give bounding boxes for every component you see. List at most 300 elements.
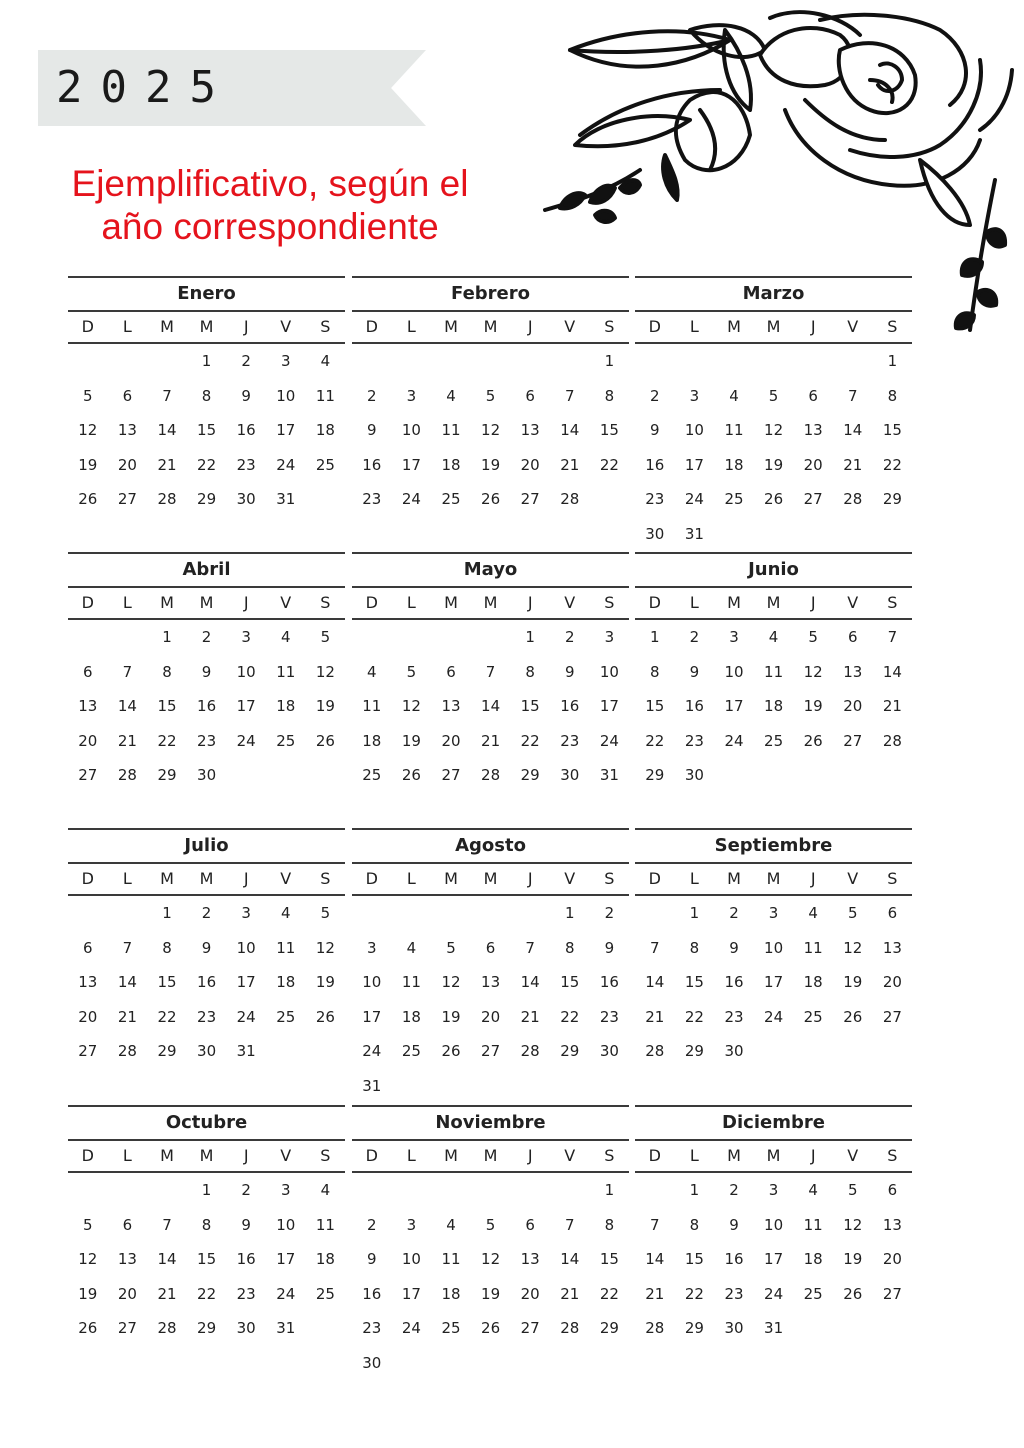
day-cell: 18 (362, 731, 382, 750)
day-cell: 4 (808, 1181, 818, 1199)
day-cell: 9 (201, 938, 212, 957)
day-cell: 26 (803, 731, 823, 750)
day-grid (352, 344, 629, 517)
empty-day-cell (431, 620, 471, 655)
empty-day-cell (793, 344, 833, 379)
day-cell: 1 (604, 1181, 615, 1199)
day-cell: 14 (520, 973, 540, 992)
day-cell: 26 (843, 1284, 863, 1303)
day-grid (68, 344, 345, 517)
day-cell: 11 (764, 662, 784, 681)
day-cell: 10 (684, 421, 704, 440)
day-cell: 9 (564, 662, 575, 681)
day-cell: 14 (157, 1250, 177, 1269)
day-cell: 12 (401, 697, 421, 716)
day-cell: 10 (401, 421, 421, 440)
day-grid (68, 620, 345, 793)
day-cell: 30 (724, 1042, 744, 1061)
day-cell: 15 (157, 697, 177, 716)
year-title: 2025 (56, 62, 234, 113)
weekday-label: M (160, 317, 174, 336)
day-cell: 17 (401, 1284, 421, 1303)
day-cell: 7 (162, 1215, 172, 1234)
day-cell: 30 (197, 1042, 217, 1061)
day-cell: 22 (599, 1284, 619, 1303)
day-cell: 5 (446, 938, 456, 957)
day-cell: 8 (201, 1215, 212, 1234)
empty-day-cell (431, 344, 471, 379)
day-cell: 25 (315, 455, 335, 474)
day-cell: 7 (887, 628, 898, 646)
day-cell: 2 (201, 904, 212, 922)
day-cell: 21 (157, 1284, 177, 1303)
weekday-label: L (689, 317, 699, 336)
day-cell: 21 (645, 1007, 665, 1026)
day-cell: 24 (276, 1284, 296, 1303)
day-cell: 30 (724, 1319, 744, 1338)
day-cell: 20 (78, 731, 98, 750)
day-grid (635, 344, 912, 552)
day-cell: 7 (564, 386, 575, 405)
day-cell: 24 (236, 1007, 256, 1026)
empty-day-cell (635, 1173, 675, 1208)
day-cell: 3 (367, 938, 377, 957)
day-cell: 6 (446, 662, 456, 681)
day-cell: 14 (645, 1250, 665, 1269)
day-cell: 25 (441, 490, 461, 509)
empty-day-cell (635, 344, 675, 379)
day-cell: 3 (406, 1215, 417, 1234)
day-cell: 19 (843, 973, 863, 992)
day-cell: 2 (729, 904, 739, 922)
day-cell: 22 (157, 731, 177, 750)
day-cell: 11 (441, 1250, 461, 1269)
day-cell: 6 (887, 1181, 898, 1199)
day-cell: 6 (887, 904, 898, 922)
month-enero (68, 276, 345, 552)
day-cell: 25 (803, 1007, 823, 1026)
month-title: Octubre (68, 1105, 345, 1141)
day-cell: 6 (525, 386, 535, 405)
empty-day-cell (352, 1173, 392, 1208)
month-julio (68, 828, 345, 1104)
day-cell: 9 (729, 938, 739, 957)
day-cell: 12 (481, 1250, 501, 1269)
day-cell: 20 (882, 1250, 902, 1269)
month-diciembre (635, 1105, 912, 1381)
weekday-label: M (727, 593, 741, 612)
empty-day-cell (471, 896, 511, 931)
day-cell: 31 (236, 1042, 256, 1061)
day-cell: 27 (882, 1007, 902, 1026)
day-cell: 1 (162, 628, 172, 646)
day-cell: 28 (843, 490, 863, 509)
day-cell: 2 (650, 386, 660, 405)
day-cell: 8 (689, 1215, 700, 1234)
day-cell: 29 (157, 766, 177, 785)
weekday-label: S (887, 317, 898, 336)
weekday-label: M (444, 1146, 458, 1165)
day-cell: 27 (78, 1042, 98, 1061)
day-cell: 31 (276, 490, 296, 509)
day-cell: 2 (367, 386, 377, 405)
day-cell: 27 (520, 1319, 540, 1338)
weekday-label: V (564, 869, 576, 888)
day-cell: 5 (83, 386, 93, 405)
day-cell: 19 (401, 731, 421, 750)
weekday-label: M (766, 317, 781, 336)
empty-day-cell (352, 620, 392, 655)
day-cell: 13 (481, 973, 501, 992)
weekday-label: M (483, 869, 498, 888)
day-cell: 18 (276, 697, 296, 716)
weekday-label: S (604, 593, 615, 612)
day-cell: 2 (201, 628, 212, 646)
day-cell: 27 (117, 490, 137, 509)
day-cell: 27 (117, 1319, 137, 1338)
day-cell: 24 (276, 455, 296, 474)
month-marzo (635, 276, 912, 552)
day-cell: 14 (157, 421, 177, 440)
weekday-label: J (243, 869, 249, 888)
day-cell: 29 (684, 1319, 704, 1338)
day-cell: 15 (684, 973, 704, 992)
weekday-header (352, 312, 629, 344)
day-cell: 27 (882, 1284, 902, 1303)
weekday-label: J (243, 1146, 249, 1165)
day-cell: 26 (481, 1319, 501, 1338)
day-cell: 30 (362, 1353, 382, 1372)
weekday-label: M (766, 1146, 781, 1165)
day-cell: 24 (724, 731, 744, 750)
day-cell: 27 (803, 490, 823, 509)
weekday-label: V (280, 317, 292, 336)
weekday-label: J (243, 593, 249, 612)
day-cell: 23 (724, 1007, 744, 1026)
empty-day-cell (68, 896, 108, 931)
weekday-header (68, 1141, 345, 1173)
day-cell: 7 (564, 1215, 575, 1234)
empty-day-cell (510, 896, 550, 931)
day-grid (635, 620, 912, 793)
weekday-label: L (122, 1146, 132, 1165)
day-cell: 13 (882, 1215, 902, 1234)
day-cell: 17 (724, 697, 744, 716)
day-cell: 18 (441, 1284, 461, 1303)
day-cell: 25 (764, 731, 784, 750)
weekday-label: V (847, 869, 859, 888)
day-cell: 30 (197, 766, 217, 785)
day-cell: 25 (362, 766, 382, 785)
day-cell: 29 (520, 766, 540, 785)
day-cell: 11 (803, 1215, 823, 1234)
weekday-label: M (160, 593, 174, 612)
day-cell: 9 (689, 662, 700, 681)
day-cell: 4 (280, 628, 291, 646)
day-cell: 28 (560, 1319, 580, 1338)
weekday-label: L (406, 593, 416, 612)
day-cell: 4 (280, 904, 291, 922)
day-cell: 22 (560, 1007, 580, 1026)
day-cell: 4 (768, 628, 779, 646)
day-cell: 19 (803, 697, 823, 716)
day-cell: 30 (560, 766, 580, 785)
empty-day-cell (352, 896, 392, 931)
day-cell: 28 (645, 1042, 665, 1061)
day-cell: 6 (525, 1215, 535, 1234)
weekday-label: J (243, 317, 249, 336)
day-cell: 21 (481, 731, 501, 750)
day-cell: 8 (201, 386, 212, 405)
day-cell: 16 (236, 1250, 256, 1269)
day-cell: 9 (367, 421, 377, 440)
day-cell: 17 (236, 697, 256, 716)
day-cell: 1 (689, 1181, 700, 1199)
empty-day-cell (392, 896, 432, 931)
weekday-label: M (727, 317, 741, 336)
day-cell: 1 (650, 628, 660, 646)
day-cell: 17 (401, 455, 421, 474)
weekday-label: S (320, 1146, 331, 1165)
weekday-label: L (689, 1146, 699, 1165)
day-cell: 20 (843, 697, 863, 716)
day-cell: 17 (276, 421, 296, 440)
day-cell: 8 (525, 662, 535, 681)
day-cell: 11 (276, 938, 296, 957)
day-cell: 7 (847, 386, 858, 405)
day-cell: 11 (401, 973, 421, 992)
weekday-label: V (280, 1146, 292, 1165)
weekday-header (635, 1141, 912, 1173)
weekday-label: M (727, 869, 741, 888)
weekday-header (352, 1141, 629, 1173)
day-cell: 3 (241, 628, 251, 646)
day-cell: 9 (650, 421, 660, 440)
day-cell: 8 (564, 938, 575, 957)
weekday-header (352, 864, 629, 896)
day-cell: 12 (764, 421, 784, 440)
day-cell: 15 (157, 973, 177, 992)
day-cell: 15 (197, 1250, 217, 1269)
day-cell: 12 (803, 662, 823, 681)
weekday-label: D (81, 317, 94, 336)
day-cell: 19 (764, 455, 784, 474)
day-cell: 23 (684, 731, 704, 750)
empty-day-cell (754, 344, 794, 379)
day-cell: 4 (320, 1181, 331, 1199)
day-cell: 1 (604, 352, 615, 370)
day-cell: 3 (406, 386, 417, 405)
month-title: Abril (68, 552, 345, 588)
day-cell: 10 (276, 386, 296, 405)
day-cell: 21 (843, 455, 863, 474)
day-cell: 12 (315, 938, 335, 957)
weekday-label: M (483, 317, 498, 336)
weekday-label: L (122, 317, 132, 336)
day-cell: 23 (645, 490, 665, 509)
day-cell: 27 (78, 766, 98, 785)
day-cell: 19 (481, 1284, 501, 1303)
month-abril (68, 552, 345, 828)
empty-day-cell (675, 344, 715, 379)
day-cell: 3 (689, 386, 700, 405)
weekday-label: M (483, 593, 498, 612)
empty-day-cell (392, 1173, 432, 1208)
weekday-label: L (122, 869, 132, 888)
day-cell: 25 (803, 1284, 823, 1303)
month-title: Mayo (352, 552, 629, 588)
weekday-label: V (280, 593, 292, 612)
day-cell: 22 (684, 1007, 704, 1026)
empty-day-cell (352, 344, 392, 379)
day-cell: 19 (441, 1007, 461, 1026)
weekday-label: M (199, 869, 214, 888)
day-cell: 1 (525, 628, 535, 646)
day-cell: 23 (362, 1319, 382, 1338)
day-cell: 10 (764, 1215, 784, 1234)
empty-day-cell (550, 1173, 590, 1208)
day-cell: 12 (78, 421, 98, 440)
day-cell: 2 (241, 352, 251, 370)
day-cell: 2 (564, 628, 575, 646)
weekday-label: M (766, 593, 781, 612)
weekday-label: M (727, 1146, 741, 1165)
day-cell: 17 (362, 1007, 382, 1026)
day-cell: 21 (560, 1284, 580, 1303)
empty-day-cell (108, 1173, 148, 1208)
weekday-label: V (564, 317, 576, 336)
day-cell: 31 (764, 1319, 784, 1338)
day-cell: 7 (122, 938, 133, 957)
day-cell: 16 (560, 697, 580, 716)
day-cell: 16 (724, 973, 744, 992)
weekday-label: D (365, 593, 378, 612)
day-cell: 4 (808, 904, 818, 922)
day-cell: 18 (803, 1250, 823, 1269)
day-cell: 1 (887, 352, 898, 370)
day-cell: 25 (315, 1284, 335, 1303)
day-cell: 2 (729, 1181, 739, 1199)
day-cell: 20 (520, 1284, 540, 1303)
month-septiembre (635, 828, 912, 1104)
day-cell: 21 (117, 1007, 137, 1026)
day-cell: 9 (367, 1250, 377, 1269)
day-cell: 20 (882, 973, 902, 992)
day-cell: 8 (689, 938, 700, 957)
day-cell: 23 (362, 490, 382, 509)
weekday-header (635, 864, 912, 896)
day-cell: 15 (645, 697, 665, 716)
day-cell: 20 (441, 731, 461, 750)
month-junio (635, 552, 912, 828)
empty-day-cell (471, 344, 511, 379)
day-cell: 17 (764, 973, 784, 992)
day-cell: 21 (882, 697, 902, 716)
sample-note: Ejemplificativo, según el año correspondiente (71, 163, 469, 247)
day-cell: 1 (162, 904, 172, 922)
day-cell: 26 (78, 490, 98, 509)
day-cell: 24 (764, 1284, 784, 1303)
day-cell: 7 (525, 938, 535, 957)
day-cell: 19 (315, 973, 335, 992)
day-cell: 26 (764, 490, 784, 509)
day-cell: 9 (201, 662, 212, 681)
day-cell: 14 (843, 421, 863, 440)
day-cell: 5 (83, 1215, 93, 1234)
day-cell: 20 (803, 455, 823, 474)
day-cell: 25 (724, 490, 744, 509)
weekday-label: J (810, 1146, 816, 1165)
day-cell: 22 (684, 1284, 704, 1303)
day-cell: 27 (441, 766, 461, 785)
day-cell: 29 (684, 1042, 704, 1061)
empty-day-cell (68, 620, 108, 655)
empty-day-cell (510, 344, 550, 379)
weekday-label: M (766, 869, 781, 888)
day-cell: 26 (315, 1007, 335, 1026)
day-cell: 12 (843, 938, 863, 957)
day-cell: 22 (197, 455, 217, 474)
month-title: Enero (68, 276, 345, 312)
weekday-label: D (648, 593, 661, 612)
day-cell: 18 (764, 697, 784, 716)
day-cell: 18 (803, 973, 823, 992)
day-cell: 2 (241, 1181, 251, 1199)
day-cell: 28 (157, 1319, 177, 1338)
day-cell: 16 (724, 1250, 744, 1269)
day-cell: 15 (882, 421, 902, 440)
day-cell: 31 (362, 1076, 382, 1095)
day-cell: 24 (764, 1007, 784, 1026)
day-cell: 17 (599, 697, 619, 716)
day-cell: 4 (367, 662, 377, 681)
month-title: Junio (635, 552, 912, 588)
day-cell: 1 (689, 904, 700, 922)
weekday-label: S (887, 593, 898, 612)
weekday-label: M (444, 593, 458, 612)
empty-day-cell (68, 1173, 108, 1208)
empty-day-cell (431, 1173, 471, 1208)
weekday-header (68, 864, 345, 896)
weekday-label: S (604, 869, 615, 888)
day-cell: 11 (803, 938, 823, 957)
day-cell: 17 (276, 1250, 296, 1269)
day-cell: 26 (78, 1319, 98, 1338)
day-cell: 5 (320, 628, 331, 646)
day-cell: 20 (117, 455, 137, 474)
day-cell: 9 (241, 1215, 251, 1234)
weekday-label: L (406, 1146, 416, 1165)
day-cell: 5 (808, 628, 818, 646)
month-title: Septiembre (635, 828, 912, 864)
day-cell: 24 (684, 490, 704, 509)
weekday-label: V (847, 317, 859, 336)
weekday-label: J (527, 1146, 533, 1165)
weekday-label: L (122, 593, 132, 612)
weekday-label: M (199, 1146, 214, 1165)
day-cell: 14 (560, 1250, 580, 1269)
day-cell: 28 (117, 1042, 137, 1061)
day-cell: 20 (117, 1284, 137, 1303)
weekday-label: V (280, 869, 292, 888)
weekday-label: L (689, 593, 699, 612)
weekday-label: M (444, 869, 458, 888)
day-cell: 19 (481, 455, 501, 474)
day-cell: 22 (157, 1007, 177, 1026)
day-cell: 20 (481, 1007, 501, 1026)
day-cell: 23 (197, 1007, 217, 1026)
day-cell: 16 (599, 973, 619, 992)
